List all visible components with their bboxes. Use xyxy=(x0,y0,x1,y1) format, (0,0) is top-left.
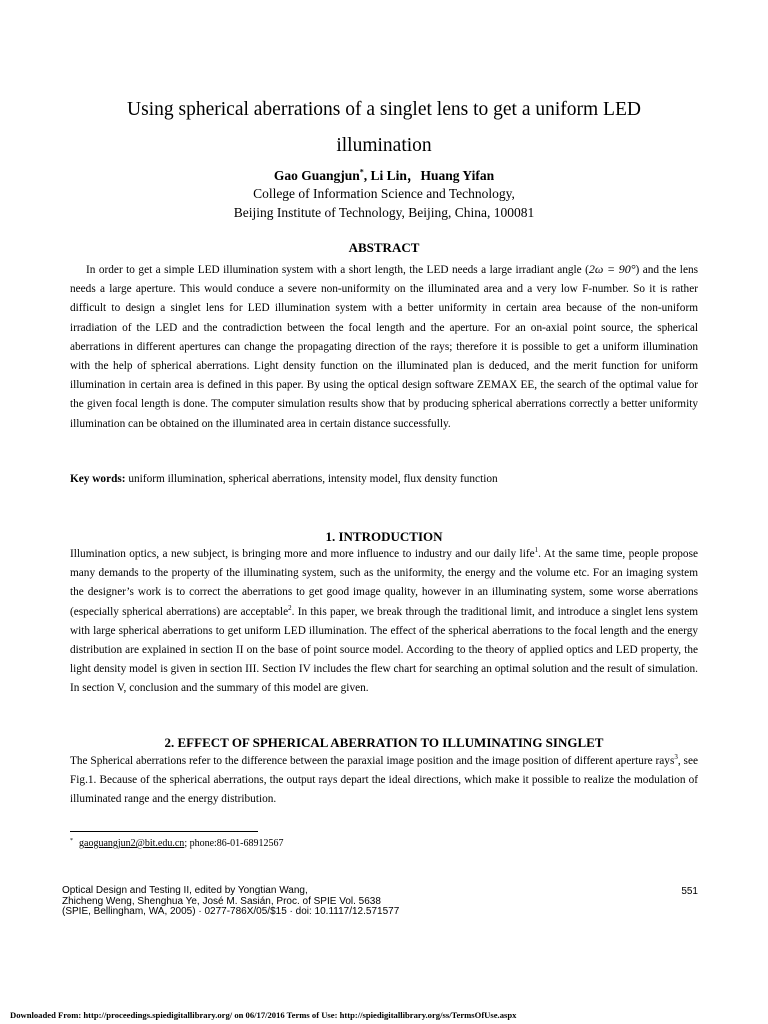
section-2-text-2: , see Fig.1. Because of the spherical aberrations, the output rays depart the ideal directions, which make it possible to realize the modulation of illuminated range and the energy distribution. xyxy=(70,755,698,806)
publication-info-line-3: (SPIE, Bellingham, WA, 2005) · 0277-786X/05/$15 · doi: 10.1117/12.571577 xyxy=(62,906,400,917)
affiliation-line-2: Beijing Institute of Technology, Beijing, China, 100081 xyxy=(233,205,535,220)
abstract-math: 2ω = 90° xyxy=(588,262,636,276)
publication-info-line-1: Optical Design and Testing II, edited by Yongtian Wang, xyxy=(62,885,308,896)
abstract-text-a: In order to get a simple LED illumination system with a short length, the LED needs a large irradiant angle ( xyxy=(86,264,589,276)
publication-info xyxy=(62,886,482,918)
author-mark: * xyxy=(359,167,364,177)
title-line-1: Using spherical aberrations of a singlet lens to get a uniform LED xyxy=(127,99,641,120)
section-2-paragraph xyxy=(70,752,698,810)
author-rest: , Li Lin，Huang Yifan xyxy=(363,168,495,183)
keywords-text: uniform illumination, spherical aberrations, intensity model, flux density function xyxy=(125,473,498,485)
keywords xyxy=(70,473,698,485)
download-notice: Downloaded From: http://proceedings.spiedigitallibrary.org/ on 06/17/2016 Terms of Use: http://spiedigitallibrary.org/ss/TermsOfUse.aspx xyxy=(10,1010,517,1020)
abstract-text xyxy=(70,260,698,434)
section-1-heading: 1. INTRODUCTION xyxy=(325,529,443,544)
section-2-text-1: The Spherical aberrations refer to the difference between the paraxial image position and the image position of different aperture rays xyxy=(70,755,675,767)
footnote-divider xyxy=(70,831,258,832)
keywords-label: Key words: xyxy=(70,473,126,485)
section-1-text-1: Illumination optics, a new subject, is bringing more and more influence to industry and our daily life xyxy=(70,548,535,560)
section-1-paragraph xyxy=(70,545,698,699)
affiliation-line-1: College of Information Science and Technology, xyxy=(253,186,515,201)
reference-3: 3 xyxy=(674,753,678,762)
footnote-phone: ; phone:86-01-68912567 xyxy=(184,838,284,849)
footnote xyxy=(70,838,283,849)
title-line-2: illumination xyxy=(336,135,432,156)
author-list xyxy=(70,167,698,184)
section-1-text-2: . At the same time, people propose many demands to the property of the illuminating system, such as the uniformity, the energy and the volume etc. For an imaging system the designer’s work is to correct the aberrations to get good image quality, however in an illuminating system, some worse aberrations (especially spherical aberrations) are acceptable xyxy=(70,548,698,618)
footnote-mark: * xyxy=(70,837,73,844)
title-block xyxy=(70,92,698,222)
section-2-heading: 2. EFFECT OF SPHERICAL ABERRATION TO ILLUMINATING SINGLET xyxy=(164,735,604,750)
footnote-email-link[interactable]: gaoguangjun2@bit.edu.cn xyxy=(79,838,185,849)
publication-info-line-2: Zhicheng Weng, Shenghua Ye, José M. Sasián, Proc. of SPIE Vol. 5638 xyxy=(62,895,381,907)
author-first: Gao Guangjun xyxy=(273,168,360,183)
reference-2: 2 xyxy=(288,603,292,612)
paper-title xyxy=(70,92,698,164)
page-number: 551 xyxy=(681,886,698,897)
abstract-text-b: ) and the lens needs a large aperture. This would conduce a severe non-uniformity on the illuminated area and a very low F-number. So it is rather difficult to design a singlet lens for LED illumination system with a better uniformity in certain area because of the non-uniform irradiation of the LED and the contradiction between the focal length and the aperture. For an on-axial point source, the spherical aberrations in different apertures can change the propagating direction of the rays; therefore it is possible to get a uniform illumination with the help of spherical aberrations. Light density function on the illuminated plan is deduced, and the merit function for uniform illumination in certain area is defined in this paper. By using the optical design software ZEMAX EE, the search of the optimal value for the given focal length is done. The computer simulation results show that by producing spherical aberrations correctly a better uniformity illumination can be obtained on the illuminated area in certain distance successfully. xyxy=(70,264,699,430)
reference-1: 1 xyxy=(534,546,539,555)
abstract-heading: ABSTRACT xyxy=(348,240,420,255)
section-1-text-3: . In this paper, we break through the traditional limit, and introduce a singlet lens system with large spherical aberrations to get uniform LED illumination. The effect of the spherical aberrations to the focal length and the energy distribution are explained in section II on the base of point source model. According to the theory of applied optics and LED property, the light density model is given in section III. Section IV includes the flew chart for searching an optimal solution and the result of simulation. In section V, conclusion and the summary of this model are given. xyxy=(70,605,698,695)
